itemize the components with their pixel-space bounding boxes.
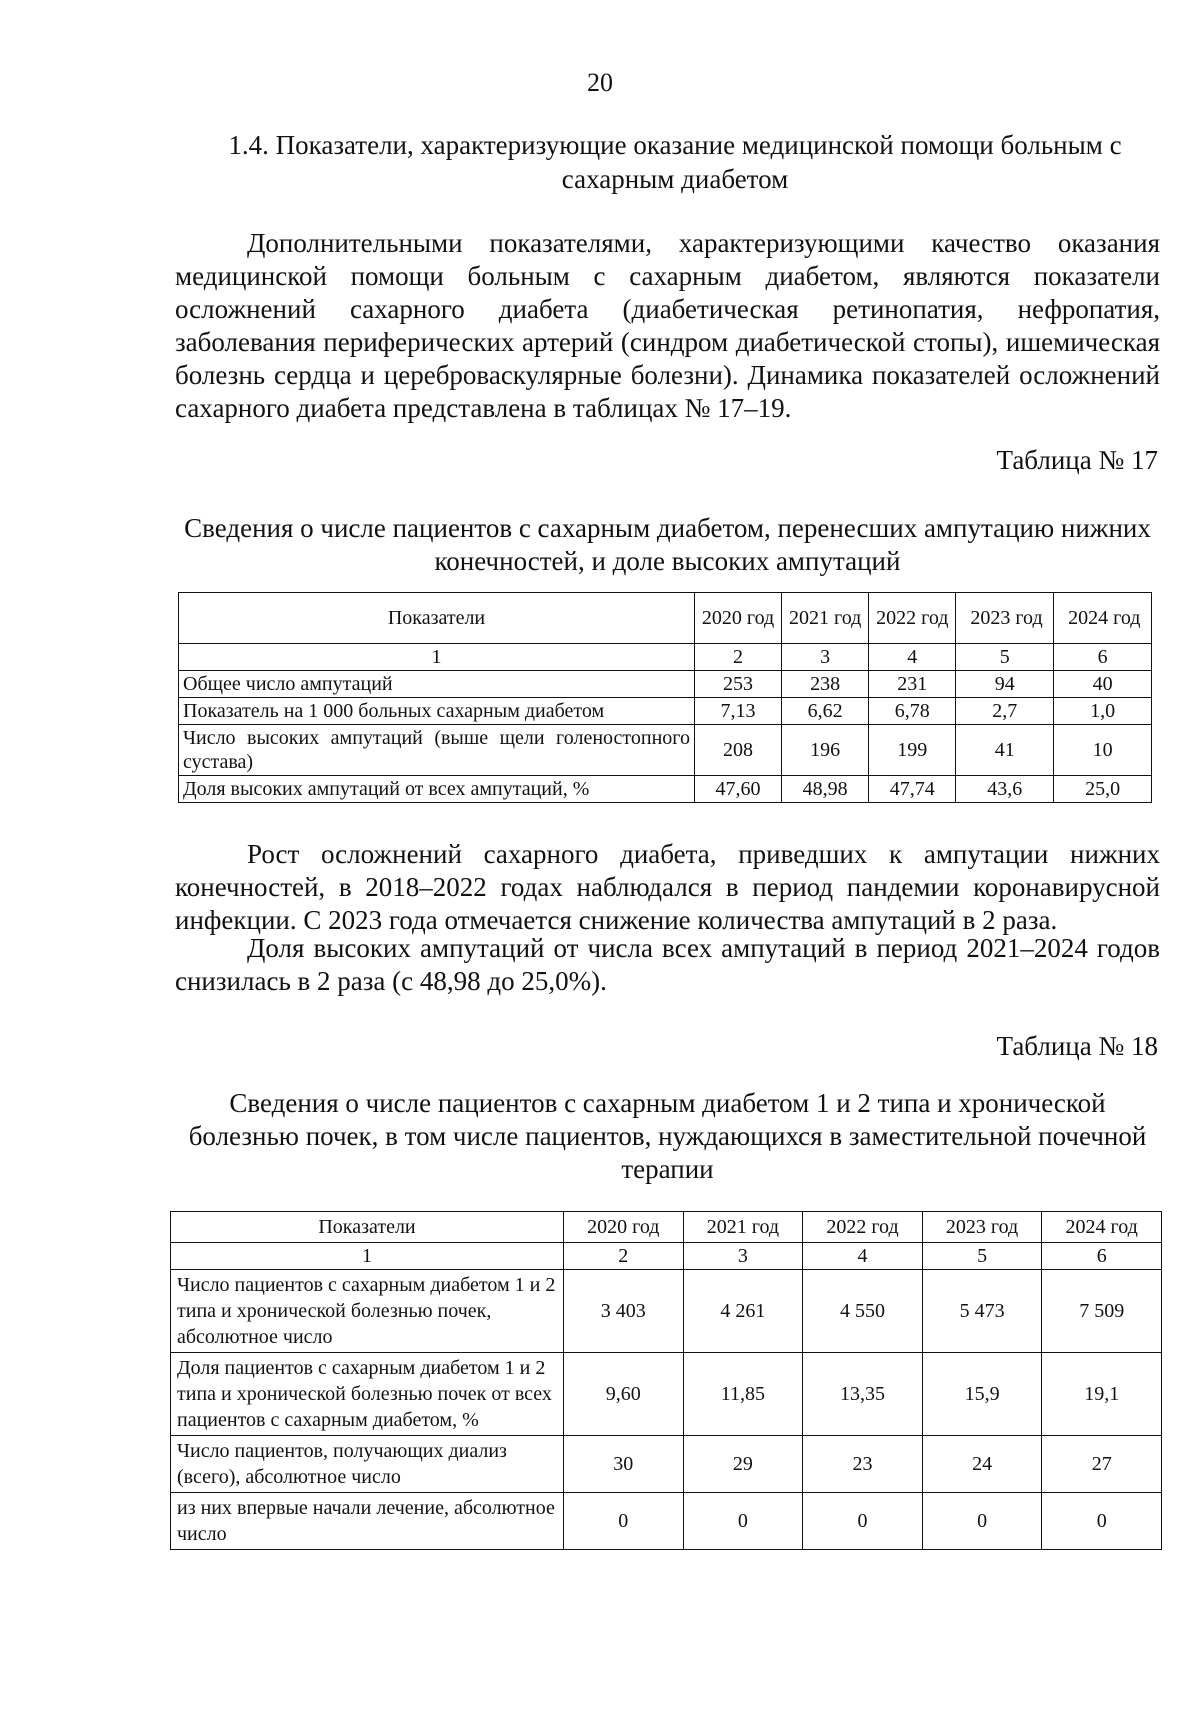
header-cell-2023: 2023 год [956, 593, 1054, 644]
table-cell: 27 [1042, 1436, 1162, 1493]
index-cell: 4 [869, 644, 956, 671]
table-index-row [179, 644, 1152, 671]
index-cell: 3 [683, 1243, 803, 1270]
table-cell: 7 509 [1042, 1270, 1162, 1353]
header-cell-indicators: Показатели [179, 593, 695, 644]
header-cell-2024: 2024 год [1042, 1212, 1162, 1243]
table-cell: 15,9 [922, 1353, 1042, 1436]
table-cell: 6,62 [782, 698, 869, 725]
paragraph-amputation-growth [175, 838, 1160, 937]
table-cell: 0 [803, 1493, 923, 1550]
table-cell: 0 [564, 1493, 684, 1550]
table-cell: 30 [564, 1436, 684, 1493]
row-label: из них впервые начали лечение, абсолютное число [171, 1493, 564, 1550]
table-cell: 1,0 [1054, 698, 1152, 725]
table-cell: 13,35 [803, 1353, 923, 1436]
row-label: Число пациентов с сахарным диабетом 1 и 2 типа и хронической болезнью почек, абсолютное число [171, 1270, 564, 1353]
table-18-caption: Сведения о числе пациентов с сахарным диабетом 1 и 2 типа и хронической болезнью почек, в том числе пациентов, нуждающихся в заместительной почечной терапии [188, 1088, 1147, 1184]
index-cell: 6 [1054, 644, 1152, 671]
table-cell: 9,60 [564, 1353, 684, 1436]
table-cell: 231 [869, 671, 956, 698]
table-cell: 253 [695, 671, 782, 698]
index-cell: 4 [803, 1243, 923, 1270]
table-row [179, 725, 1152, 776]
table-cell: 2,7 [956, 698, 1054, 725]
table-cell: 3 403 [564, 1270, 684, 1353]
section-title: 1.4. Показатели, характеризующие оказание медицинской помощи больным с сахарным диабетом [228, 130, 1122, 194]
table-cell: 47,74 [869, 776, 956, 803]
index-cell: 1 [171, 1243, 564, 1270]
table-cell: 24 [922, 1436, 1042, 1493]
paragraph-high-amputation-share-text: Доля высоких ампутаций от числа всех ампутаций в период 2021–2024 годов снизилась в 2 раза (с 48,98 до 25,0%). [175, 933, 1160, 996]
table-index-row [171, 1243, 1162, 1270]
table-header-row [179, 593, 1152, 644]
row-label: Показатель на 1 000 больных сахарным диабетом [179, 698, 695, 725]
table-cell: 7,13 [695, 698, 782, 725]
table-cell: 43,6 [956, 776, 1054, 803]
row-label: Общее число ампутаций [179, 671, 695, 698]
table-row [171, 1493, 1162, 1550]
header-cell-indicators: Показатели [171, 1212, 564, 1243]
table-row [179, 698, 1152, 725]
table-17-number: Таблица № 17 [996, 445, 1158, 475]
table-cell: 19,1 [1042, 1353, 1162, 1436]
header-cell-2024: 2024 год [1054, 593, 1152, 644]
index-cell: 1 [179, 644, 695, 671]
header-cell-2022: 2022 год [803, 1212, 923, 1243]
table-cell: 40 [1054, 671, 1152, 698]
table-cell: 5 473 [922, 1270, 1042, 1353]
table-cell: 10 [1054, 725, 1152, 776]
table-cell: 23 [803, 1436, 923, 1493]
row-label: Число пациентов, получающих диализ (всего), абсолютное число [171, 1436, 564, 1493]
table-row [171, 1436, 1162, 1493]
table-cell: 6,78 [869, 698, 956, 725]
table-cell: 0 [683, 1493, 803, 1550]
paragraph-high-amputation-share [175, 932, 1160, 998]
table-cell: 11,85 [683, 1353, 803, 1436]
table-cell: 25,0 [1054, 776, 1152, 803]
row-label: Доля пациентов с сахарным диабетом 1 и 2 типа и хронической болезнью почек от всех пациентов с сахарным диабетом, % [171, 1353, 564, 1436]
table-cell: 47,60 [695, 776, 782, 803]
page-number: 20 [587, 68, 613, 97]
header-cell-2021: 2021 год [782, 593, 869, 644]
table-row [171, 1353, 1162, 1436]
table-cell: 4 261 [683, 1270, 803, 1353]
table-row [179, 671, 1152, 698]
paragraph-amputation-growth-text: Рост осложнений сахарного диабета, приведших к ампутации нижних конечностей, в 2018–2022 годах наблюдался в период пандемии коронавирусной инфекции. С 2023 года отмечается снижение количества ампутаций в 2 раза. [175, 839, 1160, 935]
header-cell-2020: 2020 год [564, 1212, 684, 1243]
header-cell-2023: 2023 год [922, 1212, 1042, 1243]
table-cell: 238 [782, 671, 869, 698]
paragraph-intro-text: Дополнительными показателями, характеризующими качество оказания медицинской помощи больным с сахарным диабетом, являются показатели осложнений сахарного диабета (диабетическая ретинопатия, нефропатия, заболевания периферических артерий (синдром диабетической стопы), ишемическая болезнь сердца и цереброваскулярные болезни). Динамика показателей осложнений сахарного диабета представлена в таблицах № 17–19. [175, 228, 1160, 423]
paragraph-intro [175, 227, 1160, 425]
index-cell: 6 [1042, 1243, 1162, 1270]
row-label: Число высоких ампутаций (выше щели голеностопного сустава) [179, 725, 695, 776]
table-cell: 4 550 [803, 1270, 923, 1353]
index-cell: 2 [695, 644, 782, 671]
table-17 [178, 592, 1152, 803]
table-row [179, 776, 1152, 803]
header-cell-2022: 2022 год [869, 593, 956, 644]
table-header-row [171, 1212, 1162, 1243]
table-cell: 196 [782, 725, 869, 776]
header-cell-2020: 2020 год [695, 593, 782, 644]
index-cell: 2 [564, 1243, 684, 1270]
table-17-caption: Сведения о числе пациентов с сахарным диабетом, перенесших ампутацию нижних конечностей, и доле высоких ампутаций [184, 513, 1151, 576]
table-cell: 0 [922, 1493, 1042, 1550]
index-cell: 5 [922, 1243, 1042, 1270]
table-18 [170, 1211, 1162, 1550]
table-cell: 48,98 [782, 776, 869, 803]
table-cell: 199 [869, 725, 956, 776]
table-cell: 29 [683, 1436, 803, 1493]
table-cell: 94 [956, 671, 1054, 698]
table-row [171, 1270, 1162, 1353]
table-18-number: Таблица № 18 [996, 1031, 1158, 1061]
header-cell-2021: 2021 год [683, 1212, 803, 1243]
index-cell: 3 [782, 644, 869, 671]
row-label: Доля высоких ампутаций от всех ампутаций, % [179, 776, 695, 803]
table-cell: 208 [695, 725, 782, 776]
table-cell: 41 [956, 725, 1054, 776]
index-cell: 5 [956, 644, 1054, 671]
table-cell: 0 [1042, 1493, 1162, 1550]
